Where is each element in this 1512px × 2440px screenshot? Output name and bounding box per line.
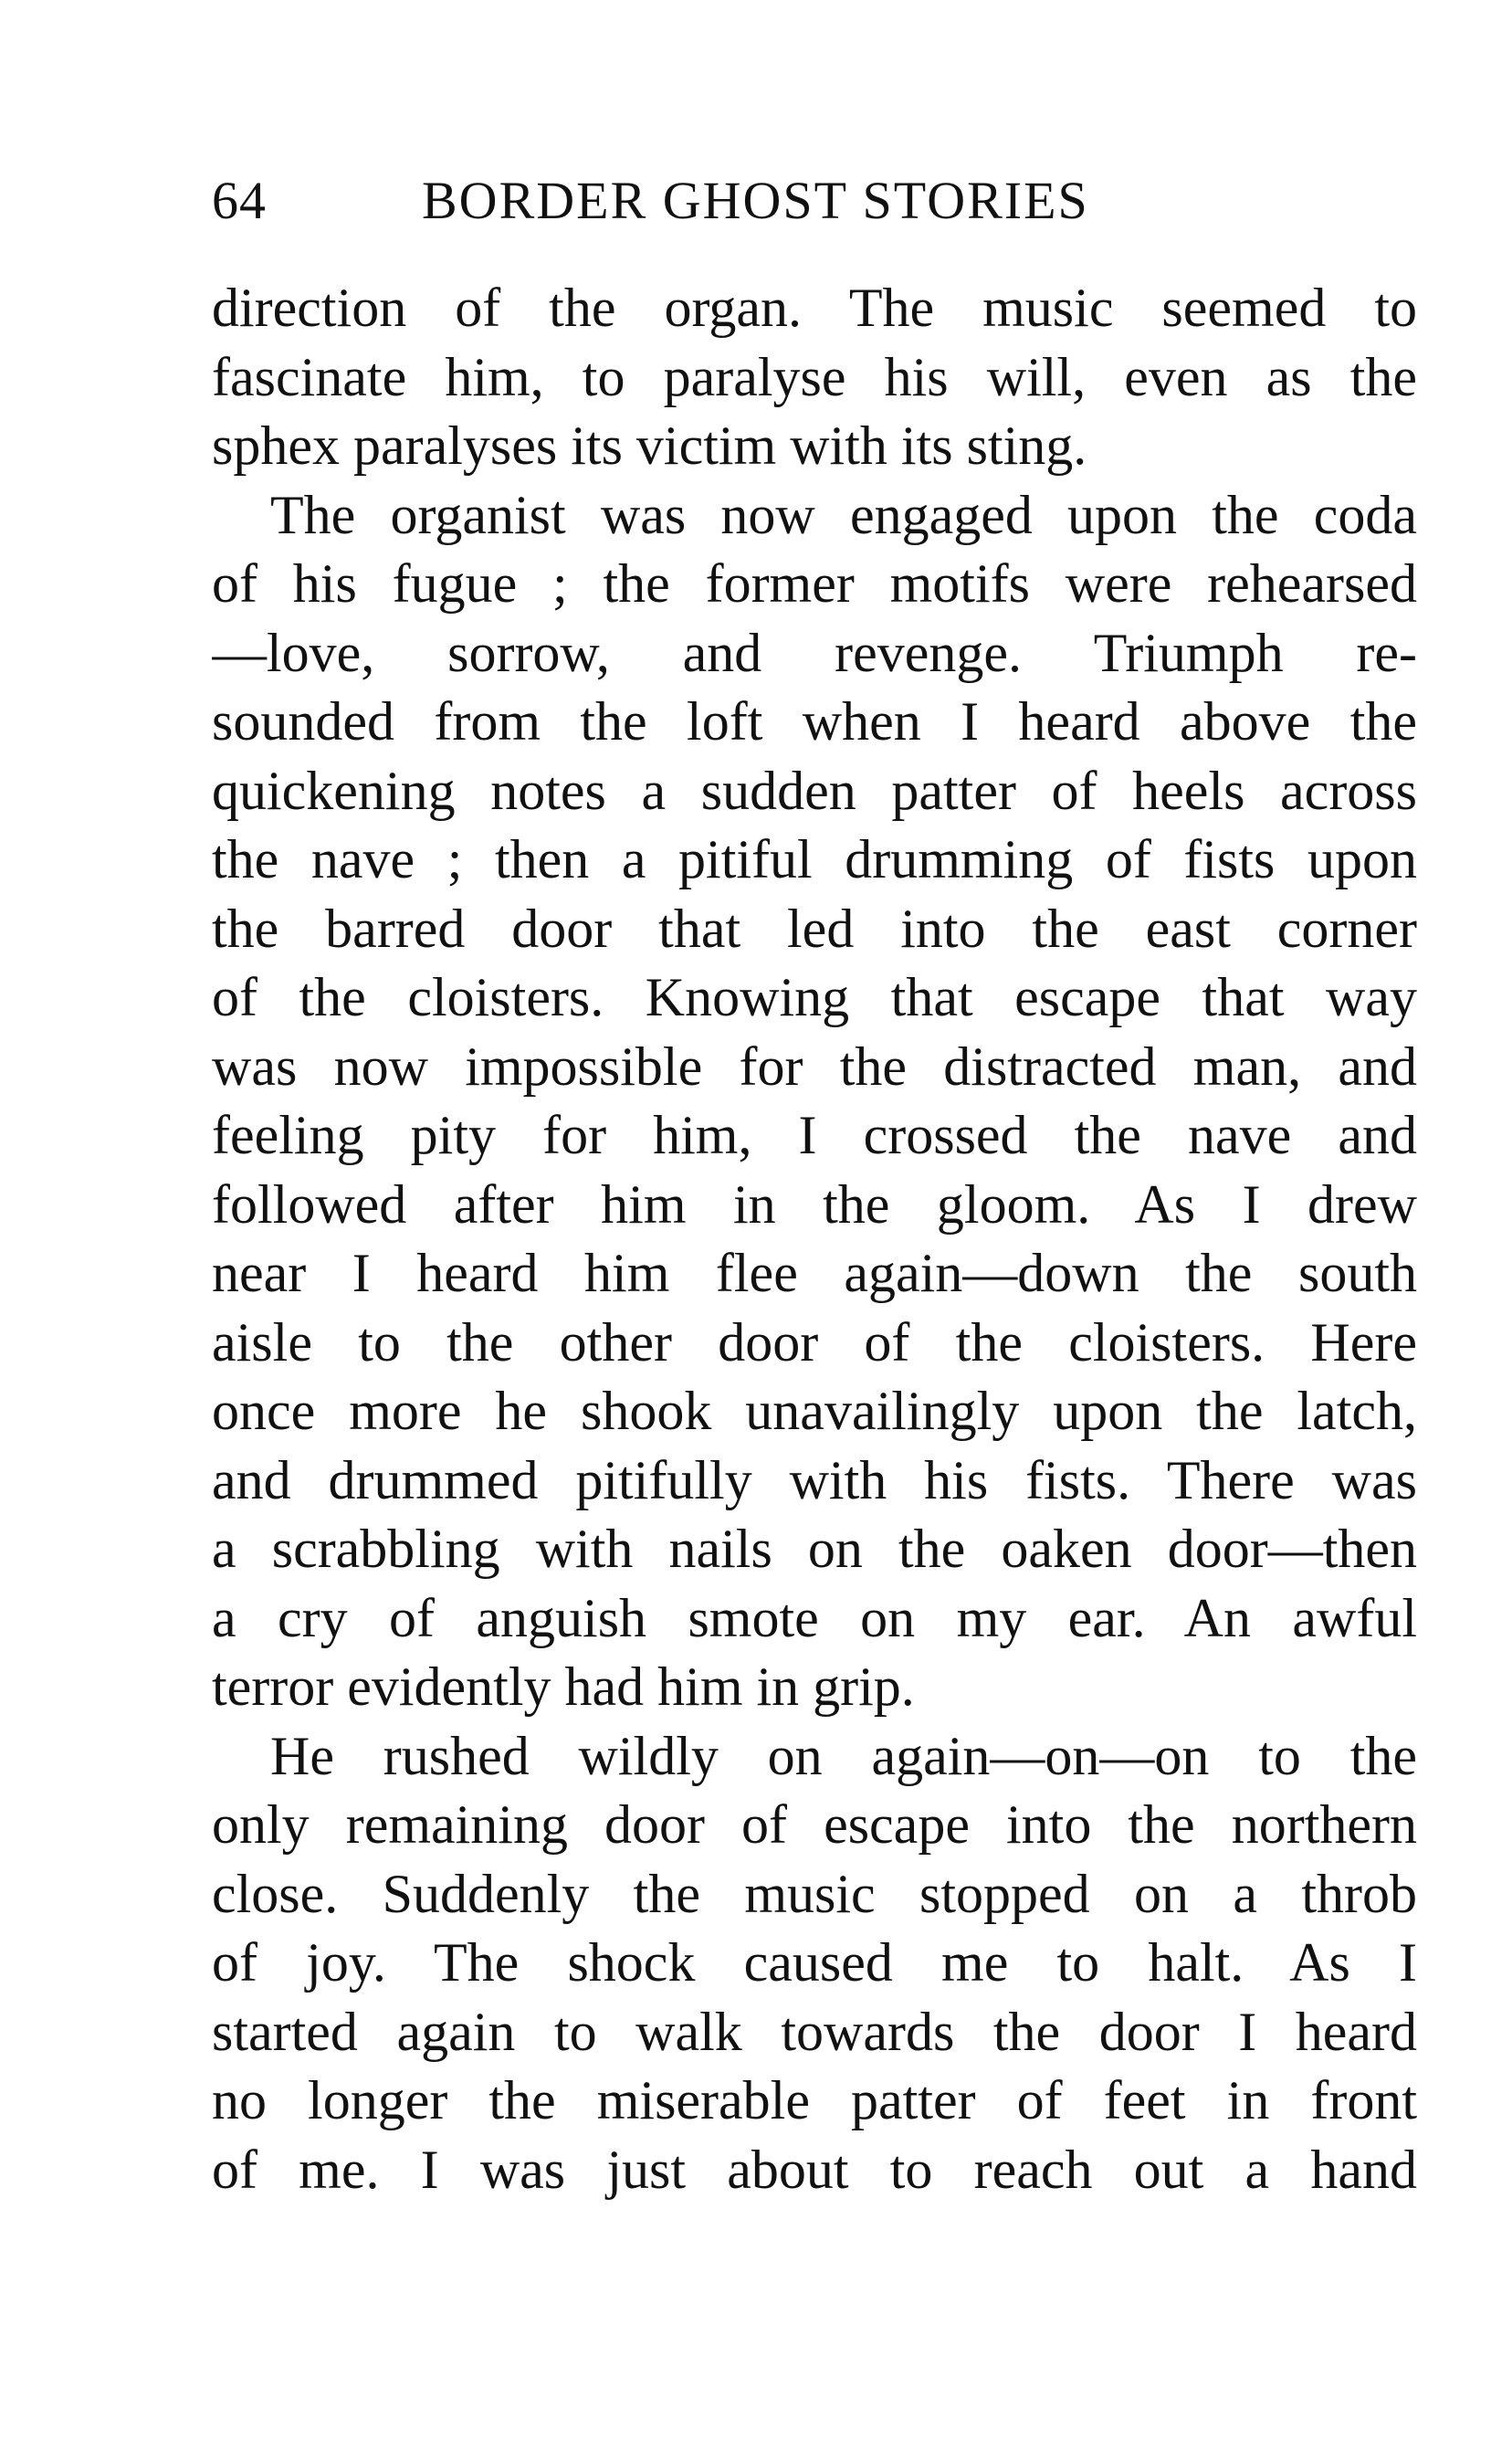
text-line: sphex paralyses its victim with its sting. <box>212 415 1087 476</box>
text-line: He rushed wildly on again—on—on to the <box>270 1725 1417 1786</box>
text-line: was now impossible for the distracted man, and <box>212 1036 1417 1097</box>
text-line: near I heard him flee again—down the south <box>212 1243 1417 1303</box>
text-line: the nave ; then a pitiful drumming of fists upon <box>212 829 1417 889</box>
text-line: The organist was now engaged upon the coda <box>270 484 1417 545</box>
running-head <box>212 163 1417 239</box>
text-line: of me. I was just about to reach out a hand <box>212 2139 1417 2200</box>
text-line: started again to walk towards the door I heard <box>212 2001 1417 2062</box>
text-line: terror evidently had him in grip. <box>212 1656 915 1717</box>
text-line: aisle to the other door of the cloisters. Here <box>212 1311 1417 1372</box>
text-line: close. Suddenly the music stopped on a throb <box>212 1863 1417 1924</box>
text-line: and drummed pitifully with his fists. There was <box>212 1449 1417 1510</box>
page-number: 64 <box>212 171 267 230</box>
text-line: of joy. The shock caused me to halt. As I <box>212 1932 1417 1993</box>
text-line: quickening notes a sudden patter of heels across <box>212 760 1417 821</box>
text-line: the barred door that led into the east corner <box>212 898 1417 959</box>
text-line: followed after him in the gloom. As I drew <box>212 1173 1417 1235</box>
text-line: of his fugue ; the former motifs were rehearsed <box>212 553 1417 614</box>
running-title: BORDER GHOST STORIES <box>422 171 1089 230</box>
text-line: once more he shook unavailingly upon the latch, <box>212 1381 1417 1441</box>
text-line: —love, sorrow, and revenge. Triumph re- <box>212 622 1417 683</box>
text-line: no longer the miserable patter of feet in front <box>212 2070 1417 2130</box>
text-line: sounded from the loft when I heard above the <box>212 691 1417 752</box>
text-line: of the cloisters. Knowing that escape that way <box>212 967 1417 1027</box>
text-line: a scrabbling with nails on the oaken door—then <box>212 1519 1417 1579</box>
body-text <box>212 274 1417 2204</box>
text-line: feeling pity for him, I crossed the nave and <box>212 1105 1417 1165</box>
text-line: a cry of anguish smote on my ear. An awful <box>212 1587 1417 1648</box>
text-line: only remaining door of escape into the northern <box>212 1794 1417 1855</box>
text-line: direction of the organ. The music seemed to <box>212 278 1417 338</box>
text-line: fascinate him, to paralyse his will, even as the <box>212 346 1417 407</box>
